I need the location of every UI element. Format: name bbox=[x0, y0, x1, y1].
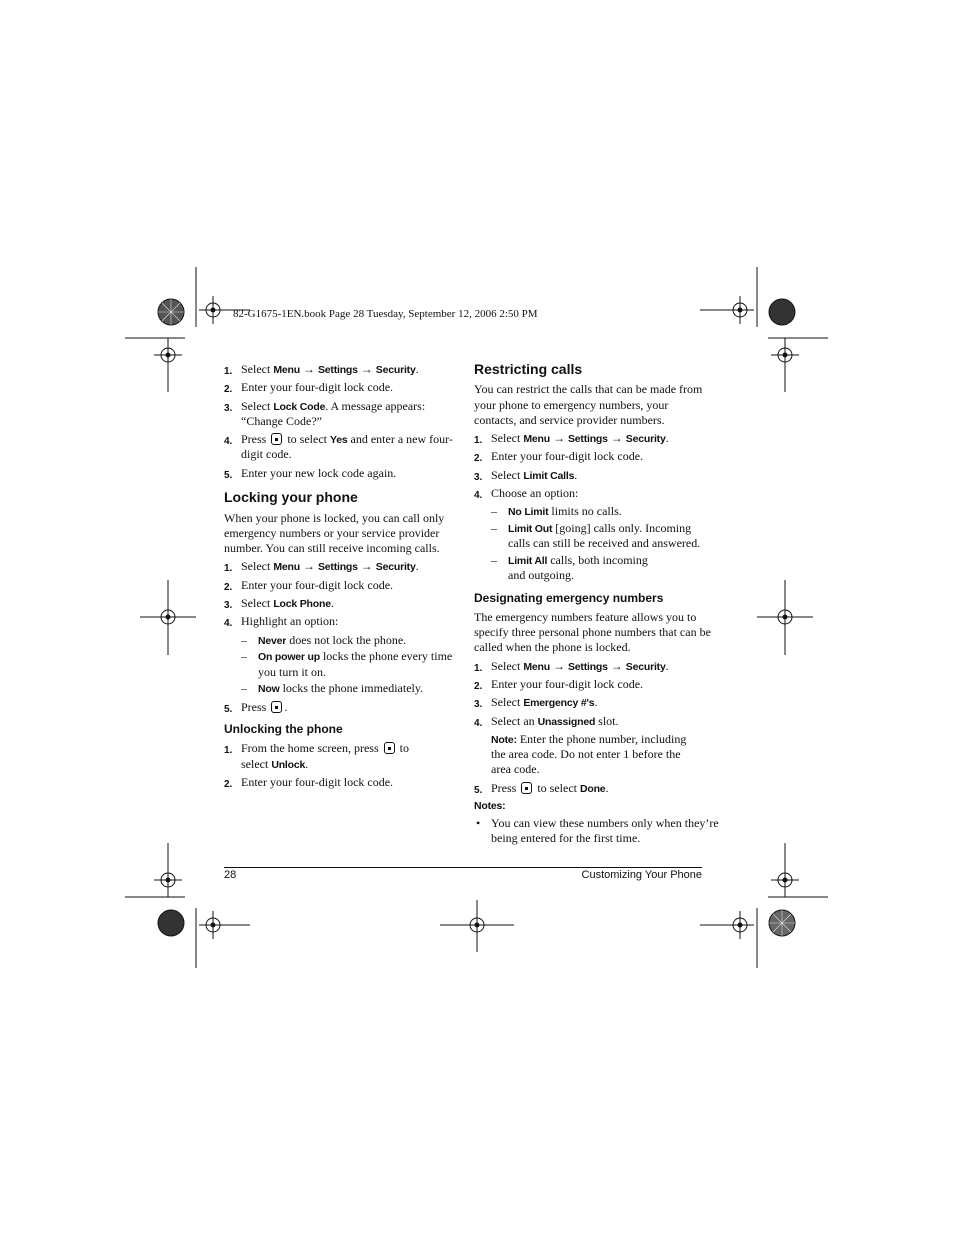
step-number: 1. bbox=[224, 745, 233, 756]
step-number: 5. bbox=[474, 785, 483, 796]
option-dash: – bbox=[241, 681, 247, 695]
step-text: Press . bbox=[241, 700, 288, 714]
menu-key-icon bbox=[521, 782, 532, 794]
step-text: Press to select Yes and enter a new four- bbox=[241, 432, 453, 446]
option-dash: – bbox=[491, 553, 497, 567]
note-text-cont: area code. bbox=[491, 762, 540, 776]
step-text: Select Menu → Settings → Security. bbox=[241, 362, 419, 376]
step-text: Select Lock Code. A message appears: bbox=[241, 399, 426, 413]
step-text: Enter your four-digit lock code. bbox=[491, 449, 644, 463]
paragraph-line: When your phone is locked, you can call only bbox=[224, 511, 445, 525]
step-number: 1. bbox=[474, 663, 483, 674]
notes-label: Notes: bbox=[474, 800, 506, 812]
option-text-cont: calls can still be received and answered. bbox=[508, 536, 701, 550]
step-number: 4. bbox=[224, 436, 233, 447]
step-text: Select Lock Phone. bbox=[241, 596, 334, 610]
step-number: 2. bbox=[474, 681, 483, 692]
step-number: 2. bbox=[224, 779, 233, 790]
step-text: Choose an option: bbox=[491, 486, 579, 500]
step-number: 1. bbox=[224, 563, 233, 574]
step-text: Select an Unassigned slot. bbox=[491, 714, 619, 728]
step-text: Select Menu → Settings → Security. bbox=[491, 659, 669, 673]
step-number: 2. bbox=[474, 453, 483, 464]
paragraph-line: emergency numbers or your service provider bbox=[224, 526, 440, 540]
paragraph-line: specify three personal phone numbers that can be bbox=[474, 625, 711, 639]
step-number: 3. bbox=[224, 600, 233, 611]
step-text: Enter your new lock code again. bbox=[241, 466, 397, 480]
step-number: 3. bbox=[474, 472, 483, 483]
paragraph-line: called when the phone is locked. bbox=[474, 640, 631, 654]
section-title-unlocking: Unlocking the phone bbox=[224, 722, 343, 736]
option-text: Never does not lock the phone. bbox=[258, 633, 407, 647]
option-dash: – bbox=[491, 504, 497, 518]
step-text: Select Menu → Settings → Security. bbox=[241, 559, 419, 573]
step-number: 4. bbox=[474, 490, 483, 501]
paragraph-line: number. You can still receive incoming calls. bbox=[224, 541, 440, 555]
paragraph-line: You can restrict the calls that can be made from bbox=[474, 382, 703, 396]
step-text: From the home screen, press to bbox=[241, 741, 409, 755]
step-number: 3. bbox=[224, 403, 233, 414]
note-text: Note: Enter the phone number, including bbox=[491, 732, 687, 746]
step-number: 1. bbox=[224, 366, 233, 377]
section-title-emergency: Designating emergency numbers bbox=[474, 591, 664, 605]
step-number: 5. bbox=[224, 704, 233, 715]
step-number: 1. bbox=[474, 435, 483, 446]
bullet: • bbox=[476, 816, 481, 830]
step-number: 4. bbox=[474, 718, 483, 729]
paragraph-line: your phone to emergency numbers, your bbox=[474, 398, 669, 412]
step-number: 3. bbox=[474, 699, 483, 710]
paragraph-line: contacts, and service provider numbers. bbox=[474, 413, 665, 427]
bullet-text: You can view these numbers only when they’re bbox=[491, 816, 719, 830]
step-text: Enter your four-digit lock code. bbox=[241, 578, 394, 592]
step-number: 2. bbox=[224, 384, 233, 395]
bullet-text-cont: being entered for the first time. bbox=[491, 831, 641, 845]
menu-key-icon bbox=[271, 701, 282, 713]
step-text-cont: “Change Code?” bbox=[241, 414, 322, 428]
menu-key-icon bbox=[271, 433, 282, 445]
book-header: 82-G1675-1EN.book Page 28 Tuesday, September 12, 2006 2:50 PM bbox=[233, 308, 538, 320]
step-text: Select Menu → Settings → Security. bbox=[491, 431, 669, 445]
step-text: Press to select Done. bbox=[491, 781, 609, 795]
step-text: Highlight an option: bbox=[241, 614, 339, 628]
step-number: 5. bbox=[224, 470, 233, 481]
option-text-cont: you turn it on. bbox=[258, 665, 326, 679]
step-number: 4. bbox=[224, 618, 233, 629]
step-text: Enter your four-digit lock code. bbox=[241, 775, 394, 789]
option-text-cont: and outgoing. bbox=[508, 568, 574, 582]
step-text: Select Emergency #'s. bbox=[491, 695, 598, 709]
page-number: 28 bbox=[224, 869, 237, 881]
step-text-cont: select Unlock. bbox=[241, 757, 309, 771]
section-name: Customizing Your Phone bbox=[581, 869, 702, 881]
option-dash: – bbox=[241, 633, 247, 647]
paragraph-line: The emergency numbers feature allows you to bbox=[474, 610, 697, 624]
step-text: Enter your four-digit lock code. bbox=[241, 380, 394, 394]
step-text: Select Limit Calls. bbox=[491, 468, 578, 482]
step-number: 2. bbox=[224, 582, 233, 593]
section-title-locking: Locking your phone bbox=[224, 489, 358, 505]
option-text: Limit All calls, both incoming bbox=[508, 553, 648, 567]
step-text: Enter your four-digit lock code. bbox=[491, 677, 644, 691]
option-dash: – bbox=[491, 521, 497, 535]
option-text: On power up locks the phone every time bbox=[258, 649, 453, 663]
option-text: No Limit limits no calls. bbox=[508, 504, 622, 518]
menu-key-icon bbox=[384, 742, 395, 754]
option-text: Now locks the phone immediately. bbox=[258, 681, 424, 695]
option-dash: – bbox=[241, 649, 247, 663]
option-text: Limit Out [going] calls only. Incoming bbox=[508, 521, 692, 535]
note-text-cont: the area code. Do not enter 1 before the bbox=[491, 747, 681, 761]
section-title-restricting: Restricting calls bbox=[474, 361, 583, 377]
step-text-cont: digit code. bbox=[241, 447, 292, 461]
